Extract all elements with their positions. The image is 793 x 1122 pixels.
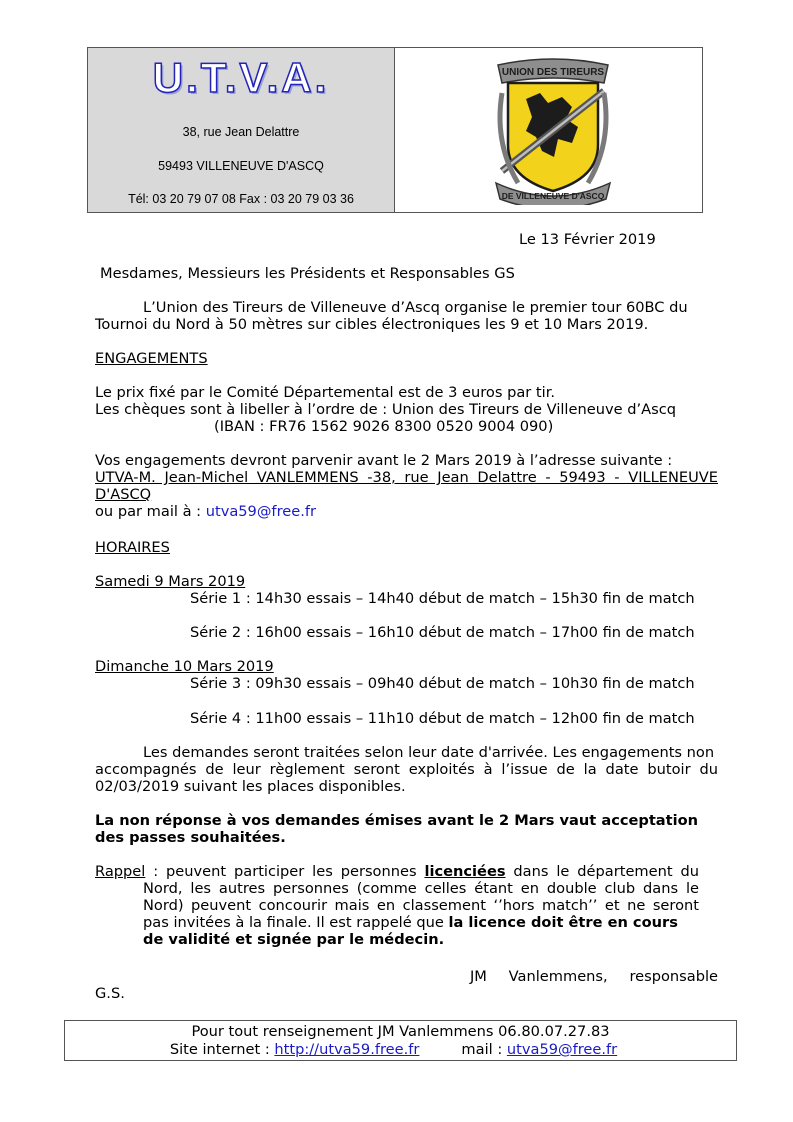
rappel-line-5: de validité et signée par le médecin.: [143, 931, 445, 948]
mail-link[interactable]: utva59@free.fr: [205, 503, 316, 520]
warning-line-1: La non réponse à vos demandes émises avant le 2 Mars vaut acceptation: [95, 812, 699, 829]
rappel-line-3: Nord) peuvent concourir mais en classement ‘’hors match’’ et ne seront: [143, 897, 699, 914]
letterhead: [87, 47, 703, 213]
day-2-heading: Dimanche 10 Mars 2019: [95, 658, 274, 675]
postal-address-line-1: UTVA-M. Jean-Michel VANLEMMENS -38, rue Jean Delattre - 59493 - VILLENEUVE: [95, 469, 718, 486]
day-1-heading: Samedi 9 Mars 2019: [95, 573, 246, 590]
letter-date: Le 13 Février 2019: [519, 231, 656, 248]
footer-contact-line: Pour tout renseignement JM Vanlemmens 06.80.07.27.83: [191, 1023, 610, 1040]
rappel-line-1: [95, 863, 699, 880]
price-line: Le prix fixé par le Comité Départemental est de 3 euros par tir.: [95, 384, 556, 401]
horaires-heading: HORAIRES: [95, 539, 170, 556]
contact-footer: [64, 1020, 737, 1061]
demandes-line-2: accompagnés de leur règlement seront exploités à l’issue de la date butoir du: [95, 761, 718, 778]
rappel-licenciees: licenciées: [424, 863, 506, 880]
letterhead-address-panel: [88, 48, 395, 212]
iban-line: (IBAN : FR76 1562 9026 8300 0520 9004 090): [214, 418, 554, 435]
serie-4-schedule: Série 4 : 11h00 essais – 11h10 début de match – 12h00 fin de match: [190, 710, 695, 727]
engagements-heading: ENGAGEMENTS: [95, 350, 208, 367]
signature-line-2: G.S.: [95, 985, 125, 1002]
warning-line-2: des passes souhaitées.: [95, 829, 286, 846]
crest-banner-bottom: DE VILLENEUVE D'ASCQ: [501, 191, 605, 201]
rappel-licence-notice: la licence doit être en cours: [448, 914, 678, 931]
footer-mail-link[interactable]: utva59@free.fr: [506, 1041, 618, 1058]
site-link[interactable]: http://utva59.free.fr: [274, 1041, 420, 1058]
signature-line-1: JM Vanlemmens, responsable: [470, 968, 718, 985]
serie-1-schedule: Série 1 : 14h30 essais – 14h40 début de match – 15h30 fin de match: [190, 590, 695, 607]
rappel-line-4: [143, 914, 678, 931]
mail-prefix: ou par mail à :: [95, 503, 206, 520]
rappel-text-1c: dans le département du: [505, 863, 700, 880]
footer-mail-label: mail :: [461, 1041, 507, 1058]
rappel-text-1a: : peuvent participer les personnes: [145, 863, 425, 880]
postal-address-line-2: D'ASCQ: [95, 486, 152, 503]
intro-line-2: Tournoi du Nord à 50 mètres sur cibles électroniques les 9 et 10 Mars 2019.: [95, 316, 649, 333]
address-line-1: 38, rue Jean Delattre: [182, 125, 300, 139]
club-crest-logo-icon: [492, 53, 614, 205]
serie-2-schedule: Série 2 : 16h00 essais – 16h10 début de match – 17h00 fin de match: [190, 624, 695, 641]
address-line-2: 59493 VILLENEUVE D'ASCQ: [158, 159, 324, 173]
phone-fax-line: Tél: 03 20 79 07 08 Fax : 03 20 79 03 36: [128, 192, 354, 206]
site-label: Site internet :: [169, 1041, 275, 1058]
serie-3-schedule: Série 3 : 09h30 essais – 09h40 début de match – 10h30 fin de match: [190, 675, 695, 692]
crest-banner-top: UNION DES TIREURS: [501, 67, 605, 78]
cheque-line: Les chèques sont à libeller à l’ordre de : Union des Tireurs de Villeneuve d’Ascq: [95, 401, 676, 418]
demandes-line-1: Les demandes seront traitées selon leur date d'arrivée. Les engagements non: [143, 744, 715, 761]
footer-links-line: [65, 1041, 736, 1058]
mail-line: [95, 503, 316, 520]
demandes-line-3: 02/03/2019 suivant les places disponibles.: [95, 778, 406, 795]
rappel-text-4a: pas invitées à la finale. Il est rappelé que: [143, 914, 449, 931]
rappel-label: Rappel: [95, 863, 146, 880]
send-line: Vos engagements devront parvenir avant le 2 Mars 2019 à l’adresse suivante :: [95, 452, 673, 469]
rappel-line-2: Nord, les autres personnes (comme celles étant en double club dans le: [143, 880, 699, 897]
salutation: Mesdames, Messieurs les Présidents et Responsables GS: [100, 265, 515, 282]
org-name: U.T.V.A.: [152, 54, 330, 101]
letterhead-logo-panel: [395, 48, 702, 212]
intro-line-1: L’Union des Tireurs de Villeneuve d’Ascq organise le premier tour 60BC du: [143, 299, 688, 316]
